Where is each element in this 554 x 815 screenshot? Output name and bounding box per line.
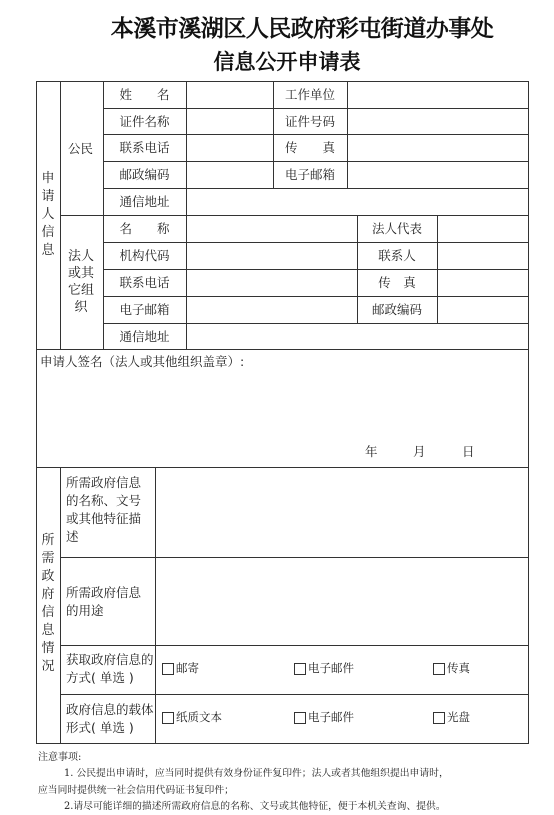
- org-fax-field[interactable]: [438, 270, 527, 295]
- method-email-label: 电子邮件: [308, 661, 354, 675]
- carrier-paper-label: 纸质文本: [176, 710, 222, 724]
- divider: [60, 467, 61, 744]
- org-name-label: 名 称: [119, 221, 170, 236]
- method-fax-checkbox[interactable]: [433, 663, 445, 675]
- org-email-field[interactable]: [187, 297, 356, 322]
- address-label: 通信地址: [119, 194, 170, 209]
- org-code-field[interactable]: [187, 243, 356, 268]
- fax-label: 传 真: [284, 140, 335, 155]
- email-field[interactable]: [348, 162, 527, 187]
- carrier-paper-checkbox[interactable]: [162, 712, 174, 724]
- signature-label: 申请人签名（法人或其他组织盖章）:: [40, 354, 245, 369]
- email-label: 电子邮箱: [284, 167, 335, 182]
- purpose-label: 所需政府信息的用途: [66, 585, 142, 618]
- purpose-field[interactable]: [156, 558, 527, 644]
- sign-day: 日: [462, 444, 475, 459]
- method-label: 获取政府信息的方式( 单选 ): [66, 652, 154, 685]
- address-field[interactable]: [187, 189, 527, 214]
- method-email-checkbox[interactable]: [294, 663, 306, 675]
- desc-label: 所需政府信息的名称、文号或其他特征描述: [66, 475, 142, 544]
- id-type-field[interactable]: [187, 109, 272, 133]
- phone-label: 联系电话: [119, 140, 170, 155]
- org-postcode-label: 邮政编码: [371, 302, 422, 317]
- name-field[interactable]: [187, 82, 272, 107]
- notes-item-2: 2.请尽可能详细的描述所需政府信息的名称、文号或其他特征，便于本机关查询、提供。: [64, 801, 446, 812]
- org-email-label: 电子邮箱: [119, 302, 170, 317]
- table-border-bottom: [36, 743, 529, 744]
- carrier-disc-checkbox[interactable]: [433, 712, 445, 724]
- carrier-email-checkbox[interactable]: [294, 712, 306, 724]
- phone-field[interactable]: [187, 135, 272, 160]
- name-label: 姓 名: [119, 87, 170, 102]
- legal-rep-label: 法人代表: [371, 221, 422, 236]
- org-fax-label: 传 真: [378, 275, 416, 290]
- org-phone-field[interactable]: [187, 270, 356, 295]
- divider: [60, 694, 529, 695]
- postcode-field[interactable]: [187, 162, 272, 187]
- notes-heading: 注意事项:: [38, 752, 82, 763]
- signature-area[interactable]: [37, 372, 527, 466]
- org-address-label: 通信地址: [119, 329, 170, 344]
- org-code-label: 机构代码: [119, 248, 170, 263]
- notes-item-1b: 应当同时提供统一社会信用代码证书复印件；: [38, 785, 234, 796]
- org-name-field[interactable]: [187, 216, 356, 241]
- contact-label: 联系人: [378, 248, 416, 263]
- contact-field[interactable]: [438, 243, 527, 268]
- form-subtitle: 信息公开申请表: [213, 50, 361, 74]
- sign-year: 年: [365, 444, 378, 459]
- requested-info-label: 所 需 政 府 信 息 情 况: [41, 533, 55, 674]
- form-title: 本溪市溪湖区人民政府彩屯街道办事处: [110, 16, 494, 42]
- method-mail-checkbox[interactable]: [162, 663, 174, 675]
- notes-item-1a: 1. 公民提出申请时，应当同时提供有效身份证件复印件；法人或者其他组织提出申请时，: [64, 768, 449, 779]
- id-type-label: 证件名称: [119, 114, 170, 129]
- desc-field[interactable]: [156, 468, 527, 556]
- sign-month: 月: [413, 444, 426, 459]
- id-number-field[interactable]: [348, 109, 527, 133]
- org-postcode-field[interactable]: [438, 297, 527, 322]
- carrier-email-label: 电子邮件: [308, 710, 354, 724]
- carrier-label: 政府信息的载体形式( 单选 ): [66, 702, 154, 735]
- org-phone-label: 联系电话: [119, 275, 170, 290]
- fax-field[interactable]: [348, 135, 527, 160]
- carrier-disc-label: 光盘: [447, 710, 470, 724]
- method-mail-label: 邮寄: [176, 661, 199, 675]
- divider: [36, 349, 529, 350]
- legal-rep-field[interactable]: [438, 216, 527, 241]
- org-label: 法人 或其 它组 织: [67, 249, 94, 315]
- divider: [60, 645, 529, 646]
- postcode-label: 邮政编码: [119, 167, 170, 182]
- applicant-info-label: 申 请 人 信 息: [41, 171, 55, 258]
- id-number-label: 证件号码: [284, 114, 335, 129]
- citizen-label: 公民: [68, 141, 94, 156]
- method-fax-label: 传真: [447, 661, 470, 675]
- org-address-field[interactable]: [187, 324, 527, 348]
- work-unit-field[interactable]: [348, 82, 527, 107]
- work-unit-label: 工作单位: [284, 87, 335, 102]
